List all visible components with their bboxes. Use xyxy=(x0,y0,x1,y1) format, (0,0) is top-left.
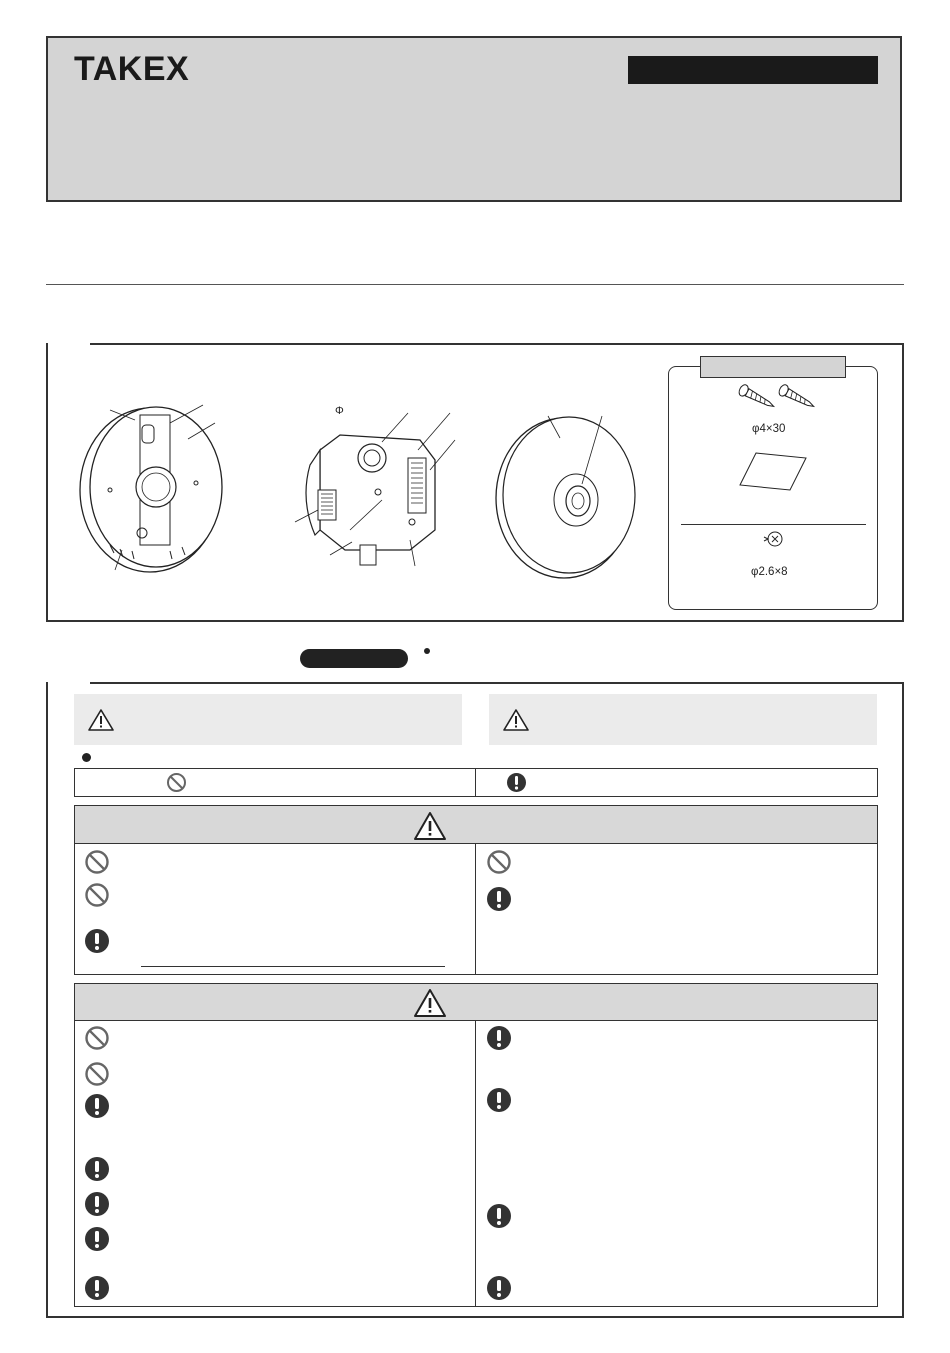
caution-column-divider xyxy=(475,1021,476,1307)
caution-triangle-icon xyxy=(503,708,529,732)
small-screw-icon xyxy=(762,530,784,548)
main-unit-illustration xyxy=(290,410,460,575)
mandatory-icon xyxy=(84,1156,110,1182)
caution-table-header xyxy=(74,983,878,1021)
mandatory-icon xyxy=(486,1203,512,1229)
caution-table xyxy=(74,983,878,1307)
important-badge xyxy=(300,649,408,668)
warning-triangle-icon xyxy=(413,811,447,841)
screw-size-small: φ2.6×8 xyxy=(751,566,788,578)
bullet-dot xyxy=(82,753,91,762)
prohibition-icon xyxy=(84,849,110,875)
prohibition-icon xyxy=(84,1061,110,1087)
brand-logo: TAKEX xyxy=(74,50,190,88)
mandatory-icon xyxy=(506,772,527,793)
sheet-illustration xyxy=(738,450,808,492)
screws-illustration xyxy=(734,381,816,413)
mandatory-icon xyxy=(486,1275,512,1301)
legend-divider xyxy=(475,768,476,797)
phi-label: Φ xyxy=(335,405,344,417)
prohibition-icon xyxy=(166,772,187,793)
header-divider xyxy=(46,284,904,285)
warning-column-divider xyxy=(475,844,476,975)
accessories-header xyxy=(700,356,846,378)
mandatory-icon xyxy=(84,928,110,954)
prohibition-icon xyxy=(486,849,512,875)
mandatory-icon xyxy=(486,1025,512,1051)
mandatory-icon xyxy=(486,886,512,912)
accessories-separator xyxy=(681,524,866,525)
header-panel xyxy=(46,36,902,202)
underline-note xyxy=(141,966,445,967)
caution-triangle-icon xyxy=(413,988,447,1018)
mandatory-icon xyxy=(84,1226,110,1252)
cover-illustration xyxy=(490,408,640,580)
mandatory-icon xyxy=(84,1093,110,1119)
prohibition-icon xyxy=(84,882,110,908)
model-name-bar xyxy=(628,56,878,84)
screw-size-large: φ4×30 xyxy=(752,423,786,435)
caution-definition-box xyxy=(489,694,877,745)
symbol-legend xyxy=(74,768,878,797)
mounting-base-illustration xyxy=(70,395,240,575)
bullet-dot xyxy=(424,648,430,654)
warning-triangle-icon xyxy=(88,708,114,732)
warning-table-header xyxy=(74,805,878,844)
warning-definition-box xyxy=(74,694,462,745)
mandatory-icon xyxy=(84,1275,110,1301)
prohibition-icon xyxy=(84,1025,110,1051)
mandatory-icon xyxy=(486,1087,512,1113)
mandatory-icon xyxy=(84,1191,110,1217)
